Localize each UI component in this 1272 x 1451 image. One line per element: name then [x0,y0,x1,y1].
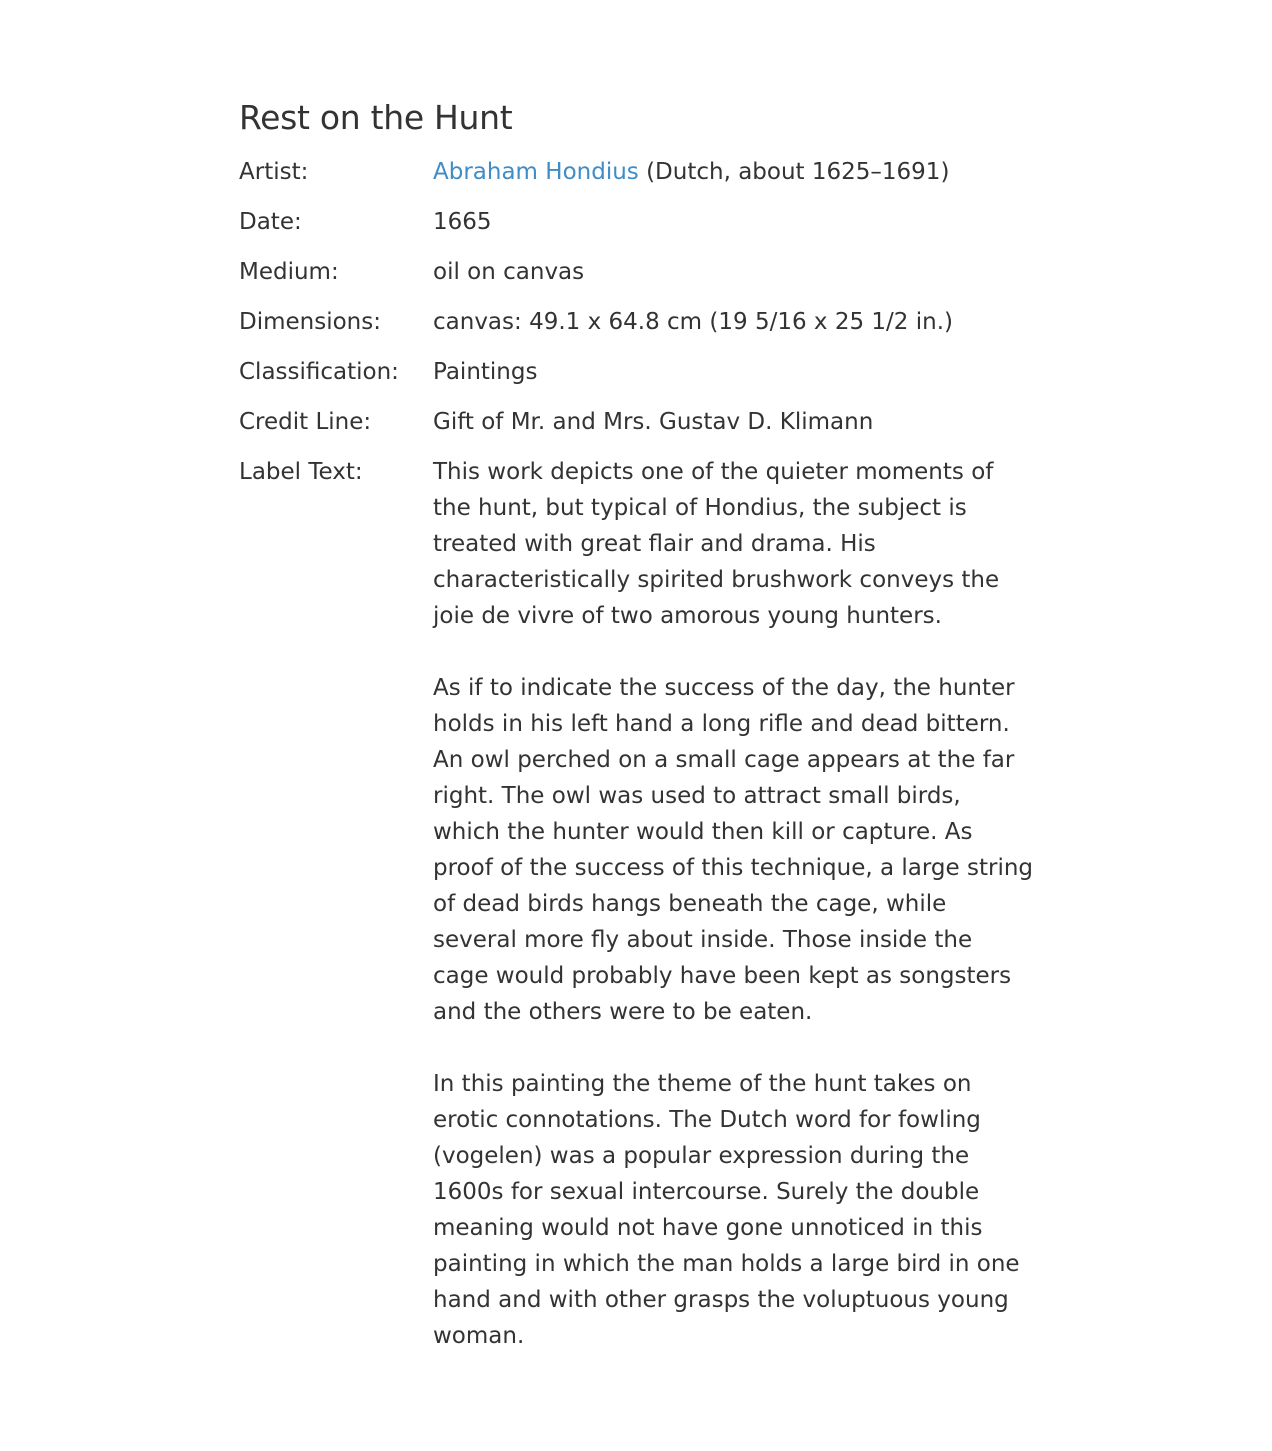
date-label: Date: [239,209,302,235]
date-row [239,204,1039,240]
page-title: Rest on the Hunt [239,98,513,137]
dimensions-row [239,304,1039,340]
credit-line-label: Credit Line: [239,409,372,435]
label-text-value [433,454,1033,1354]
credit-line-row [239,404,1039,440]
credit-line-value: Gift of Mr. and Mrs. Gustav D. Klimann [433,409,874,435]
label-text-paragraph: As if to indicate the success of the day, the hunter holds in his left hand a long rifle and dead bittern. An owl perched on a small cage appears at the far right. The owl was used to attract small birds, which the hunter would then kill or capture. As proof of the success of this technique, a large string of dead birds hangs beneath the cage, while several more fly about inside. Those inside the cage would probably have been kept as songsters and the others were to be eaten. [433,675,1034,1025]
label-text-row [239,454,1039,1354]
label-text-paragraph: This work depicts one of the quieter moments of the hunt, but typical of Hondius, the subject is treated with great flair and drama. His characteristically spirited brushwork conveys the joie de vivre of two amorous young hunters. [433,459,1000,629]
classification-value: Paintings [433,359,538,385]
label-text-label: Label Text: [239,459,363,485]
medium-value: oil on canvas [433,259,585,285]
classification-row [239,354,1039,390]
label-text-paragraph: In this painting the theme of the hunt takes on erotic connotations. The Dutch word for fowling (vogelen) was a popular expression during the 1600s for sexual intercourse. Surely the double meaning would not have gone unnoticed in this painting in which the man holds a large bird in one hand and with other grasps the voluptuous young woman. [433,1071,1020,1349]
medium-label: Medium: [239,259,339,285]
dimensions-label: Dimensions: [239,309,381,335]
artist-value [433,154,1039,190]
artist-row [239,154,1039,190]
classification-label: Classification: [239,359,399,385]
medium-row [239,254,1039,290]
dimensions-value: canvas: 49.1 x 64.8 cm (19 5/16 x 25 1/2 in.) [433,309,953,335]
artist-link[interactable]: Abraham Hondius [433,159,639,185]
artist-detail: (Dutch, about 1625–1691) [638,159,950,185]
date-value: 1665 [433,209,492,235]
artwork-details [239,96,1039,1368]
artist-label: Artist: [239,159,309,185]
